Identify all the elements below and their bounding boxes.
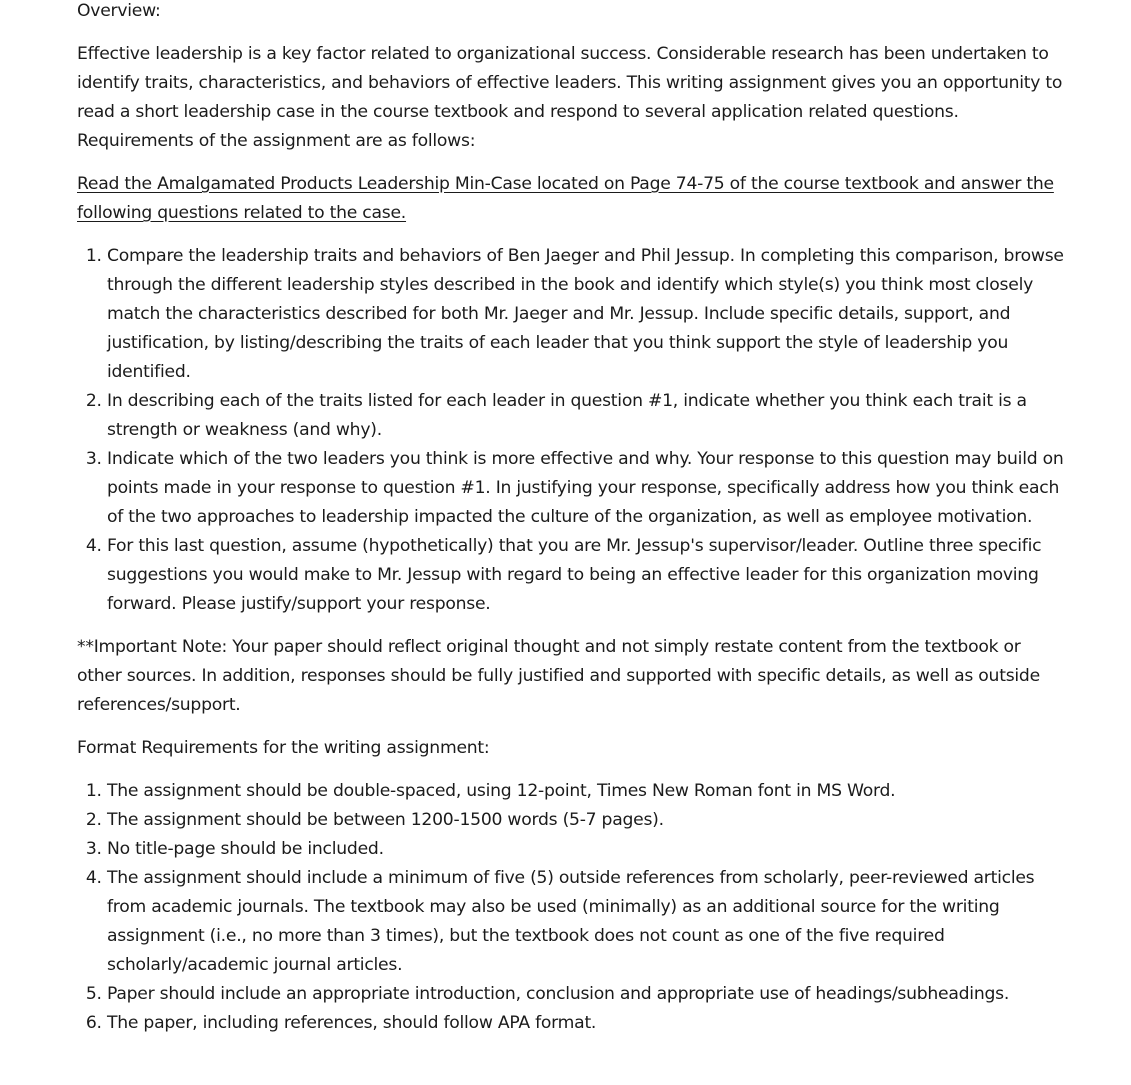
- question-item: 1. Compare the leadership traits and behaviors of Ben Jaeger and Phil Jessup. In completing this comparison, browse through the different leadership styles described in the book and identify which style(s) you think most closely match the characteristics described for both Mr. Jaeger and Mr. Jessup. Include specific details, support, and justification, by listing/describing the traits of each leader that you think support the style of leadership you identified.: [107, 242, 1067, 387]
- format-requirement-item: 5. Paper should include an appropriate introduction, conclusion and appropriate use of headings/subheadings.: [107, 980, 1067, 1009]
- questions-list: [77, 242, 1067, 619]
- format-requirements-list: [77, 777, 1067, 1038]
- overview-heading: Overview:: [77, 1, 161, 21]
- question-item: 2. In describing each of the traits listed for each leader in question #1, indicate whether you think each trait is a strength or weakness (and why).: [107, 387, 1067, 445]
- format-heading: Format Requirements for the writing assignment:: [77, 738, 490, 758]
- assignment-document: [77, 0, 1067, 1052]
- format-requirement-item: 4. The assignment should include a minimum of five (5) outside references from scholarly, peer-reviewed articles from academic journals. The textbook may also be used (minimally) as an additional source for the writing assignment (i.e., no more than 3 times), but the textbook does not count as one of the five required scholarly/academic journal articles.: [107, 864, 1067, 980]
- case-instruction: Read the Amalgamated Products Leadership Min-Case located on Page 74-75 of the course textbook and answer the following questions related to the case.: [77, 174, 1054, 223]
- important-note: **Important Note: Your paper should reflect original thought and not simply restate content from the textbook or other sources. In addition, responses should be fully justified and supported with specific details, as well as outside references/support.: [77, 637, 1040, 715]
- question-item: 4. For this last question, assume (hypothetically) that you are Mr. Jessup's supervisor/leader. Outline three specific suggestions you would make to Mr. Jessup with regard to being an effective leader for this organization moving forward. Please justify/support your response.: [107, 532, 1067, 619]
- format-requirement-item: 3. No title-page should be included.: [107, 835, 1067, 864]
- intro-paragraph: Effective leadership is a key factor related to organizational success. Considerable research has been undertaken to identify traits, characteristics, and behaviors of effective leaders. This writing assignment gives you an opportunity to read a short leadership case in the course textbook and respond to several application related questions. Requirements of the assignment are as follows:: [77, 44, 1063, 151]
- question-item: 3. Indicate which of the two leaders you think is more effective and why. Your response to this question may build on points made in your response to question #1. In justifying your response, specifically address how you think each of the two approaches to leadership impacted the culture of the organization, as well as employee motivation.: [107, 445, 1067, 532]
- format-requirement-item: 2. The assignment should be between 1200-1500 words (5-7 pages).: [107, 806, 1067, 835]
- format-requirement-item: 6. The paper, including references, should follow APA format.: [107, 1009, 1067, 1038]
- format-requirement-item: 1. The assignment should be double-spaced, using 12-point, Times New Roman font in MS Word.: [107, 777, 1067, 806]
